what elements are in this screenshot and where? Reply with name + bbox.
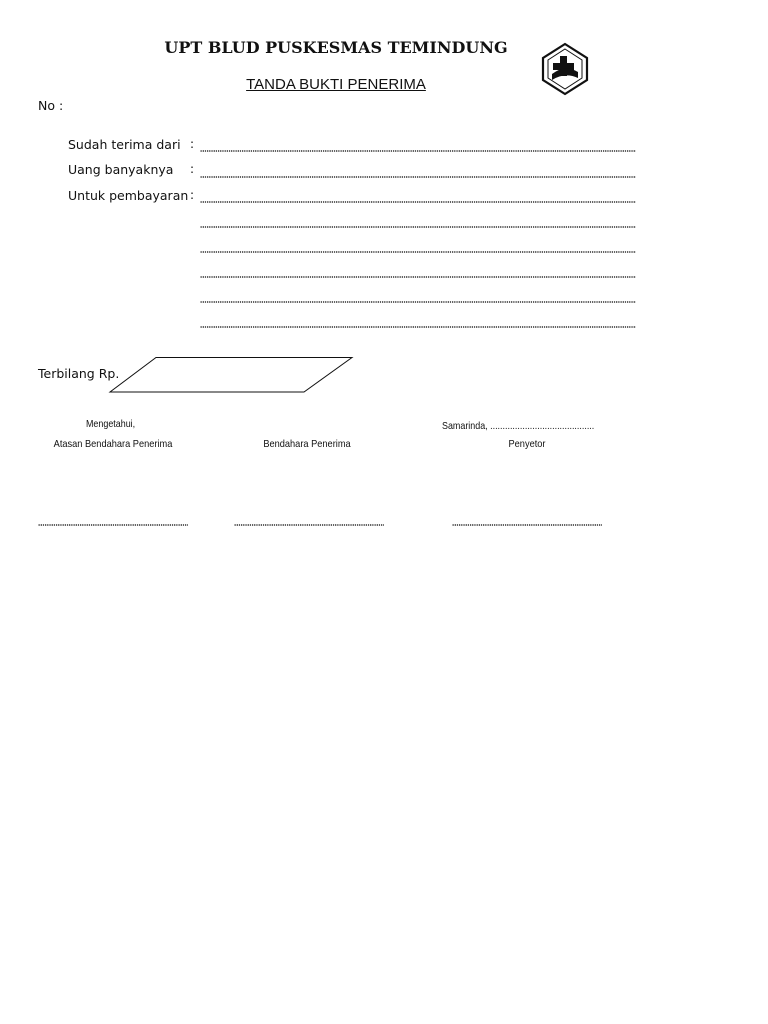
amount-in-words-label: Terbilang Rp. [38,366,120,381]
supervisor-signature-line[interactable] [38,524,188,526]
payment-for-field-line-3[interactable] [200,251,636,253]
supervisor-title: Atasan Bendahara Penerima [53,438,173,450]
amount-label: Uang banyaknya [68,162,174,177]
treasurer-signature-line[interactable] [234,524,384,526]
colon: : [190,188,195,202]
payment-for-field-line-5[interactable] [200,301,636,303]
depositor-title: Penyetor [508,438,546,450]
number-label: No : [38,98,64,113]
payment-for-label: Untuk pembayaran [68,188,189,203]
payment-for-field-line-2[interactable] [200,226,636,228]
received-from-field[interactable] [200,150,636,152]
payment-for-field-line-1[interactable] [200,201,636,203]
place-date-label: Samarinda, .......................................... [442,420,595,432]
colon: : [190,162,195,176]
treasurer-title: Bendahara Penerima [263,438,351,450]
amount-box[interactable] [108,356,354,394]
document-title: TANDA BUKTI PENERIMA [246,76,426,93]
depositor-signature-line[interactable] [452,524,602,526]
organization-name: UPT BLUD PUSKESMAS TEMINDUNG [164,38,508,57]
colon: : [190,137,195,151]
amount-field[interactable] [200,176,636,178]
received-from-label: Sudah terima dari [68,137,181,152]
payment-for-field-line-6[interactable] [200,326,636,328]
acknowledged-label: Mengetahui, [86,418,136,430]
svg-text:BLUD: BLUD [558,78,572,84]
payment-for-field-line-4[interactable] [200,276,636,278]
puskesmas-logo-icon [540,42,590,96]
